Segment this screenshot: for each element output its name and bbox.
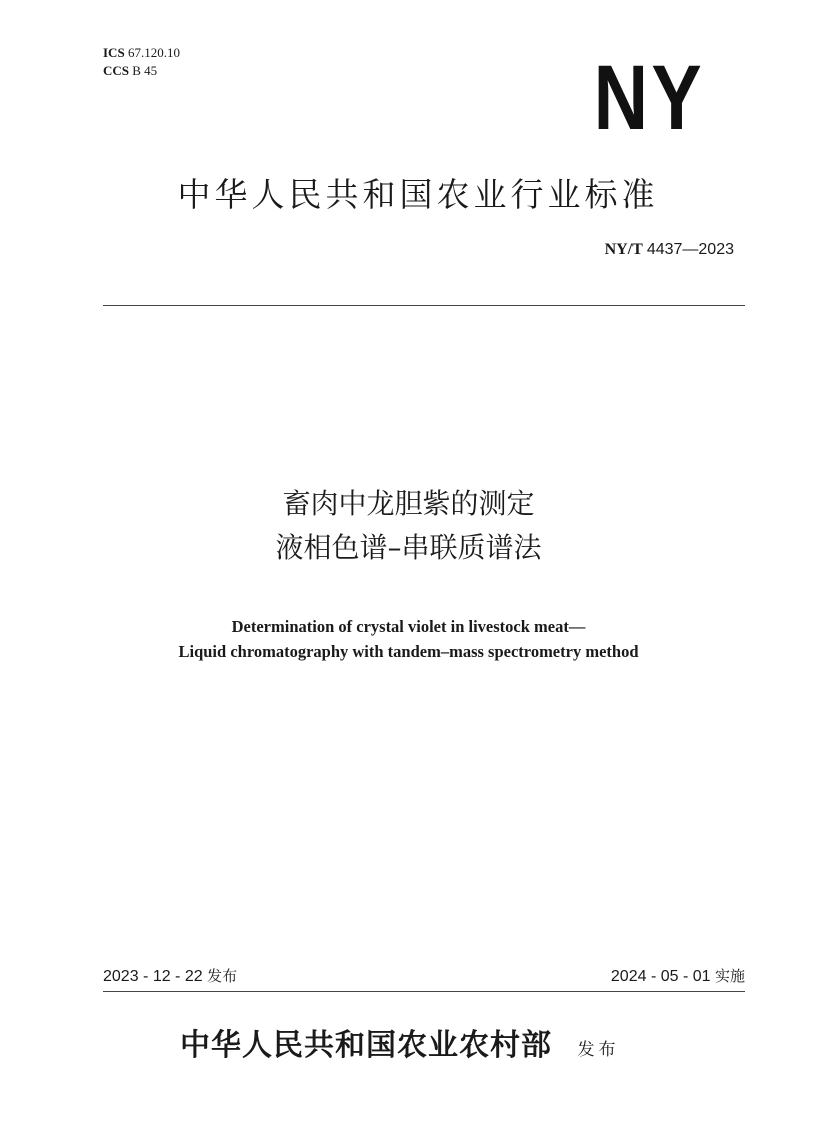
standard-code-prefix: NY/T	[604, 241, 643, 258]
ccs-code: B 45	[132, 63, 158, 78]
publisher-action: 发布	[577, 1040, 620, 1060]
title-chinese-line2: 液相色谱–串联质谱法	[275, 531, 542, 564]
publisher	[180, 1024, 680, 1072]
ccs-line	[103, 62, 180, 80]
standard-code	[430, 239, 734, 261]
ccs-label: CCS	[103, 63, 130, 78]
standard-category: 中华人民共和国农业行业标准	[177, 175, 659, 214]
title-chinese-line1: 畜肉中龙胆紫的测定	[282, 487, 535, 520]
ny-logo: NY	[593, 47, 705, 149]
issue-date-block	[103, 964, 237, 989]
title-english-line1: Determination of crystal violet in livestock meat—	[231, 617, 586, 636]
ics-line	[103, 44, 180, 62]
implementation-label: 实施	[714, 967, 745, 985]
title-chinese	[100, 482, 717, 570]
classification-codes	[103, 44, 180, 80]
implementation-date: 2024 - 05 - 01	[610, 968, 711, 985]
title-english-line2: Liquid chromatography with tandem–mass spectrometry method	[178, 642, 639, 661]
top-divider	[103, 305, 745, 306]
title-english	[80, 614, 737, 664]
implementation-date-block	[611, 964, 745, 989]
standard-code-number: 4437—2023	[646, 241, 734, 258]
issue-date: 2023 - 12 - 22	[103, 968, 203, 985]
publisher-name: 中华人民共和国农业农村部	[180, 1028, 552, 1063]
ics-label: ICS	[103, 45, 125, 60]
bottom-divider	[103, 991, 745, 992]
ics-code: 67.120.10	[127, 45, 180, 60]
issue-label: 发布	[207, 967, 238, 985]
